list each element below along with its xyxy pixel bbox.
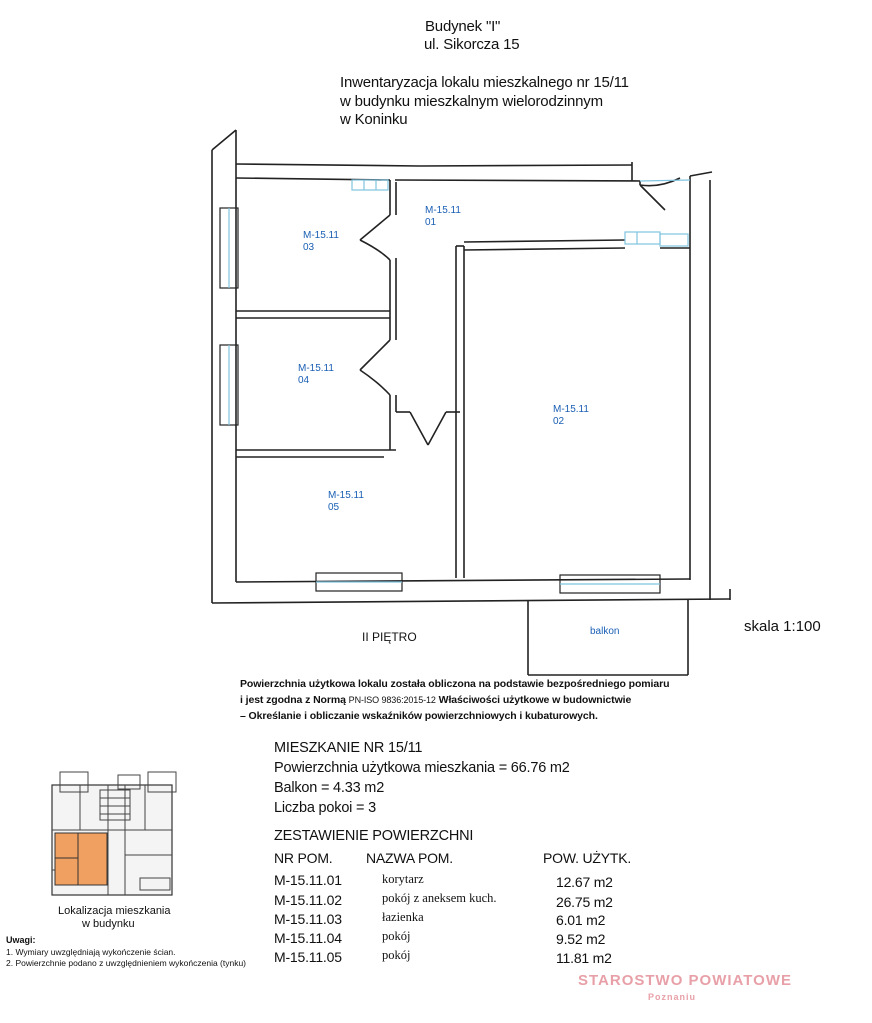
room-count: Liczba pokoi = 3 (274, 800, 376, 816)
room-label-03: M-15.11 03 (303, 230, 339, 253)
apartment-area: Powierzchnia użytkowa mieszkania = 66.76 m2 (274, 760, 570, 776)
row-area: 11.81 m2 (556, 950, 612, 966)
office-stamp-sub: Poznaniu (648, 992, 696, 1002)
location-caption-2: w budynku (82, 918, 135, 930)
table-header-nr: NR POM. (274, 850, 333, 866)
row-area: 12.67 m2 (556, 874, 613, 890)
norm-note-line-2: i jest zgodna z Normą PN-ISO 9836:2015-12 Właściwości użytkowe w budownictwie (240, 694, 632, 706)
street-address: ul. Sikorcza 15 (424, 36, 520, 53)
title-line-1: Inwentaryzacja lokalu mieszkalnego nr 15/11 (340, 74, 629, 91)
row-nr: M-15.11.05 (274, 949, 342, 965)
room-label-01: M-15.11 01 (425, 205, 461, 228)
remarks-item-1: 1. Wymiary uwzględniają wykończenie ścian. (6, 947, 176, 957)
row-name: łazienka (382, 910, 424, 924)
norm-note-line-1: Powierzchnia użytkowa lokalu została obliczona na podstawie bezpośredniego pomiaru (240, 678, 670, 690)
row-name: pokój (382, 948, 411, 962)
location-caption-1: Lokalizacja mieszkania (58, 905, 171, 917)
office-stamp: STAROSTWO POWIATOWE (578, 972, 792, 989)
room-label-02: M-15.11 02 (553, 404, 589, 427)
norm-code: PN-ISO 9836:2015-12 (348, 695, 436, 705)
row-nr: M-15.11.02 (274, 892, 342, 908)
table-title: ZESTAWIENIE POWIERZCHNI (274, 828, 474, 844)
row-nr: M-15.11.04 (274, 930, 342, 946)
room-label-04: M-15.11 04 (298, 363, 334, 386)
title-line-2: w budynku mieszkalnym wielorodzinnym (340, 93, 603, 110)
floor-label: II PIĘTRO (362, 630, 417, 644)
row-name: korytarz (382, 872, 424, 886)
row-area: 26.75 m2 (556, 894, 613, 910)
row-name: pokój (382, 929, 411, 943)
norm-note-line-3: – Określanie i obliczanie wskaźników powierzchniowych i kubaturowych. (240, 710, 598, 722)
scale-label: skala 1:100 (744, 618, 821, 635)
table-header-area: POW. UŻYTK. (543, 850, 632, 866)
location-thumbnail (52, 772, 176, 895)
building-name: Budynek "I" (425, 18, 501, 35)
row-area: 6.01 m2 (556, 912, 606, 928)
row-name: pokój z aneksem kuch. (382, 891, 497, 905)
room-label-05: M-15.11 05 (328, 490, 364, 513)
apartment-number: MIESZKANIE NR 15/11 (274, 740, 423, 756)
remarks-title: Uwagi: (6, 935, 36, 945)
row-nr: M-15.11.01 (274, 872, 342, 888)
title-line-3: w Koninku (340, 111, 408, 128)
balcony-area: Balkon = 4.33 m2 (274, 780, 385, 796)
table-header-name: NAZWA POM. (366, 850, 453, 866)
remarks-item-2: 2. Powierzchnie podano z uwzględnieniem wykończenia (tynku) (6, 958, 247, 968)
balcony-label: balkon (590, 626, 620, 637)
row-nr: M-15.11.03 (274, 911, 342, 927)
row-area: 9.52 m2 (556, 931, 606, 947)
